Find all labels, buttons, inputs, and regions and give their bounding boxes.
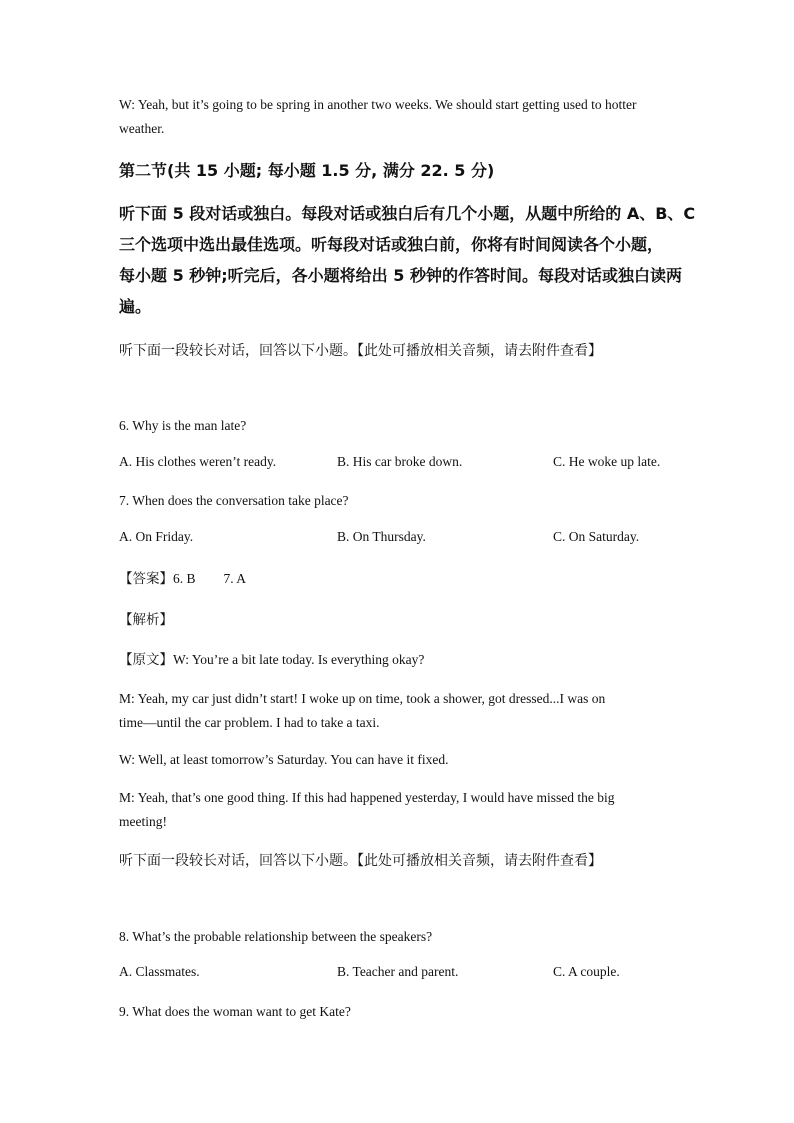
answer-line [119, 567, 246, 587]
option-c: C. He woke up late. [553, 454, 661, 469]
transcript-tag: 【原文】 [119, 652, 173, 668]
instruction-line: 三个选项中选出最佳选项。听每段对话或独白前，你将有时间阅读各个小题， [119, 235, 664, 254]
section-title: 第二节(共 15 小题; 每小题 1.5 分, 满分 22. 5 分) [119, 161, 495, 180]
section-instructions [119, 198, 699, 322]
analysis-heading [119, 608, 173, 628]
question-8-options [119, 964, 699, 984]
previous-dialogue-line: W: Yeah, but it’s going to be spring in another two weeks. We should start getting used to hotter [119, 97, 637, 112]
transcript-text: W: You’re a bit late today. Is everything okay? [173, 652, 425, 667]
question-7-options [119, 529, 699, 549]
question-9-stem: 9. What does the woman want to get Kate? [119, 1004, 351, 1019]
answer-7: 7. A [223, 571, 247, 586]
answer-6: 6. B [173, 571, 196, 586]
instruction-line: 每小题 5 秒钟;听完后，各小题将给出 5 秒钟的作答时间。每段对话或独白读两 [119, 266, 682, 285]
option-b: B. On Thursday. [337, 529, 426, 544]
option-a: A. His clothes weren’t ready. [119, 454, 277, 469]
question-7-stem: 7. When does the conversation take place? [119, 493, 349, 508]
option-b: B. His car broke down. [337, 454, 463, 469]
transcript-line-1 [119, 648, 424, 668]
question-6-options [119, 454, 699, 474]
transcript-line-4: M: Yeah, that’s one good thing. If this had happened yesterday, I would have missed the big [119, 790, 615, 805]
listening-prompt: 听下面一段较长对话，回答以下小题。【此处可播放相关音频，请去附件查看】 [119, 853, 602, 869]
transcript-line-2: M: Yeah, my car just didn’t start! I woke up on time, took a shower, got dressed...I was on [119, 691, 606, 706]
listening-prompt: 听下面一段较长对话，回答以下小题。【此处可播放相关音频，请去附件查看】 [119, 343, 602, 359]
instruction-line: 遍。 [119, 297, 152, 316]
instruction-line: 听下面 5 段对话或独白。每段对话或独白后有几个小题，从题中所给的 A、B、C [119, 204, 696, 223]
question-6-stem: 6. Why is the man late? [119, 418, 247, 433]
option-c: C. On Saturday. [553, 529, 640, 544]
transcript-line-2-continued: time—until the car problem. I had to take a taxi. [119, 715, 380, 730]
transcript-line-3: W: Well, at least tomorrow’s Saturday. You can have it fixed. [119, 752, 449, 767]
option-a: A. Classmates. [119, 964, 200, 979]
option-c: C. A couple. [553, 964, 620, 979]
option-b: B. Teacher and parent. [337, 964, 459, 979]
answer-tag: 【答案】 [119, 571, 173, 587]
transcript-line-4-continued: meeting! [119, 814, 167, 829]
option-a: A. On Friday. [119, 529, 194, 544]
question-8-stem: 8. What’s the probable relationship between the speakers? [119, 929, 433, 944]
analysis-tag: 【解析】 [119, 612, 173, 628]
previous-dialogue-line-continued: weather. [119, 121, 165, 136]
